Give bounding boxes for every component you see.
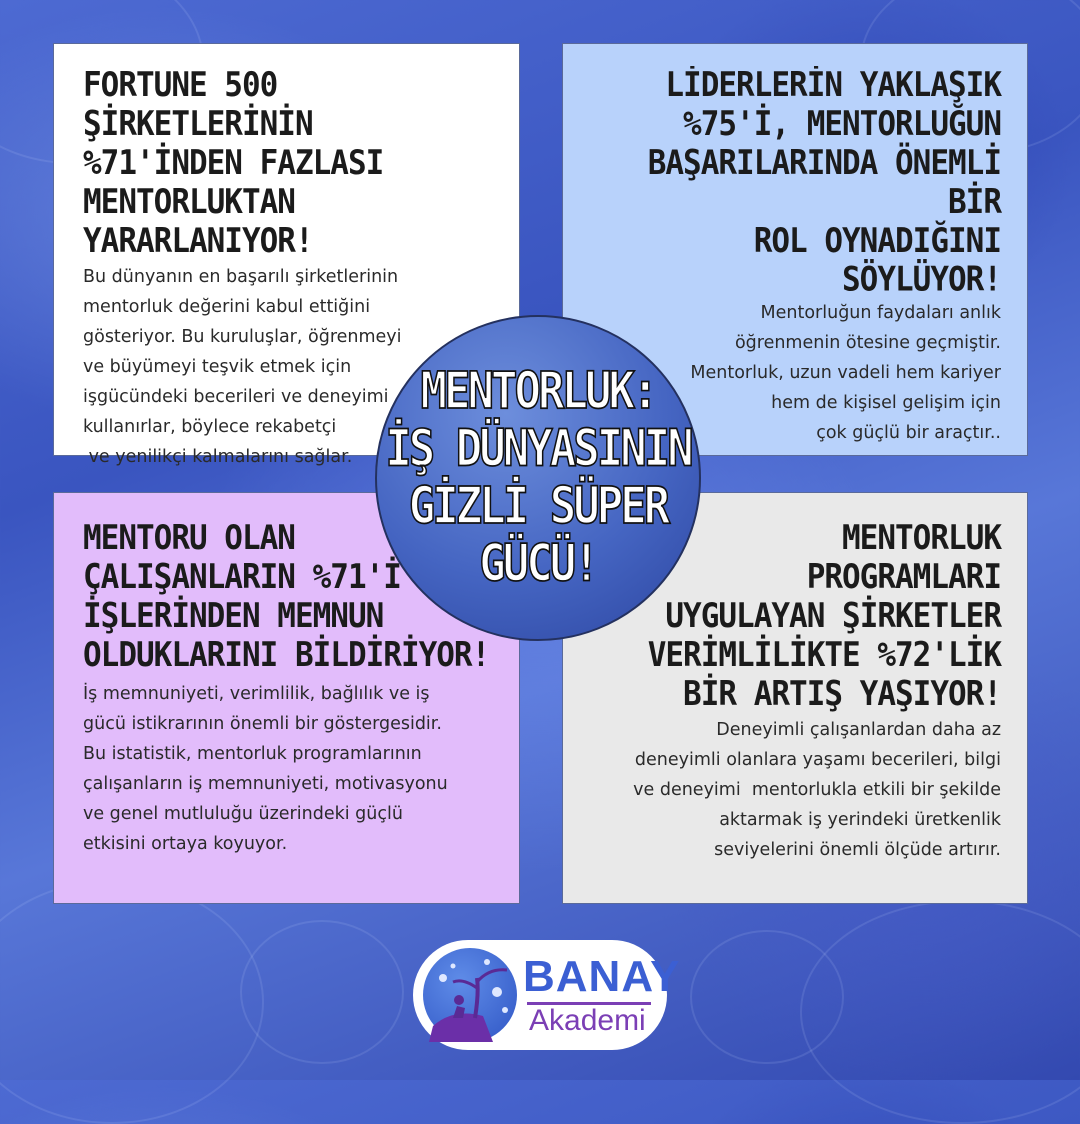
tree-reader-logo-icon-svg xyxy=(423,948,517,1042)
center-title: MENTORLUK: İŞ DÜNYASININ GİZLİ SÜPER GÜCÜ! xyxy=(385,361,691,593)
logo-subtitle: Akademi xyxy=(529,1004,646,1037)
card-title: MENTORU OLAN ÇALIŞANLARIN %71'İ İŞLERİNDEN MEMNUN OLDUKLARINI BİLDİRİYOR! xyxy=(83,519,490,675)
card-title: FORTUNE 500 ŞİRKETLERİNİN %71'İNDEN FAZLASI MENTORLUKTAN YARARLANIYOR! xyxy=(83,66,384,261)
card-body: Bu dünyanın en başarılı şirketlerinin mentorluk değerini kabul ettiğini gösteriyor. Bu kuruluşlar, öğrenmeyi ve büyümeyi teşvik etmek için işgücündeki becerileri ve deneyimi kullanırlar, böylece rekabetçi ve yenilikçi kalmalarını sağlar. xyxy=(83,267,402,467)
banay-akademi-logo xyxy=(413,940,681,1050)
logo-name: BANAY xyxy=(523,952,681,1001)
card-title: MENTORLUK PROGRAMLARI UYGULAYAN ŞİRKETLER VERİMLİLİKTE %72'LİK BİR ARTIŞ YAŞIYOR! xyxy=(647,519,1001,714)
card-body: Deneyimli çalışanlardan daha az deneyimli olanlara yaşamı becerileri, bilgi ve deneyimi mentorlukla etkili bir şekilde aktarmak iş yerindeki üretkenlik seviyelerini önemli ölçüde artırır. xyxy=(633,720,1001,860)
background-swirl xyxy=(0,880,264,1124)
tree-reader-logo-icon xyxy=(423,948,517,1042)
card-body: Mentorluğun faydaları anlık öğrenmenin ötesine geçmiştir. Mentorluk, uzun vadeli hem kariyer hem de kişisel gelişim için çok güçlü bir araçtır.. xyxy=(690,303,1001,443)
card-body: İş memnuniyeti, verimlilik, bağlılık ve iş gücü istikrarının önemli bir göstergesidir. Bu istatistik, mentorluk programlarının çalışanların iş memnuniyeti, motivasyonu ve genel mutluluğu üzerindeki güçlü etkisini ortaya koyuyor. xyxy=(83,684,448,854)
background-swirl xyxy=(240,920,404,1064)
center-title-circle xyxy=(375,315,701,641)
card-title: LİDERLERİN YAKLAŞIK %75'İ, MENTORLUĞUN BAŞARILARINDA ÖNEMLİ BİR ROL OYNADIĞINI SÖYLÜYOR! xyxy=(647,66,1001,300)
background-swirl xyxy=(690,930,844,1064)
